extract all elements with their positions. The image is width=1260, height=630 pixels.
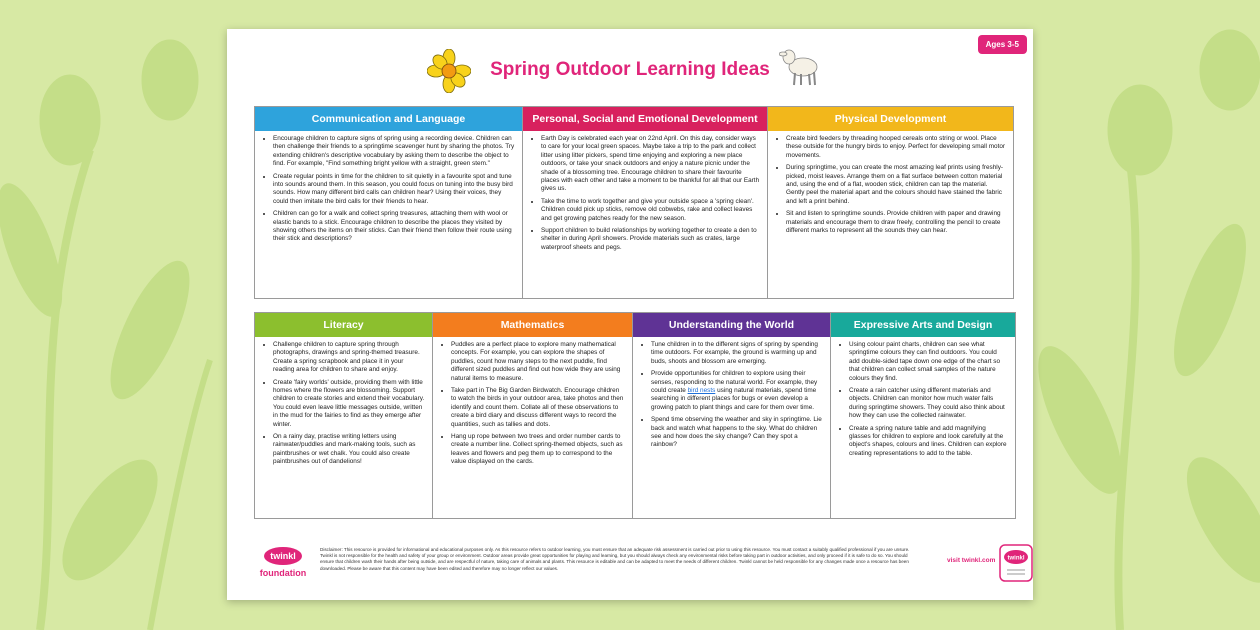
twinkl-foundation-logo: [257, 544, 313, 586]
section-heading: Literacy: [255, 313, 432, 337]
top-row: [254, 106, 1013, 299]
list-item: • Support children to build relationships by working together to create a den to shelter in during April showers. Provide materials such as crates, large waterproof sheets and pegs.: [541, 227, 761, 252]
lamb-icon: [779, 43, 819, 87]
list-item: [651, 370, 824, 412]
section-heading: Expressive Arts and Design: [831, 313, 1015, 337]
list-item: • Tune children in to the different signs of spring by spending time outdoors. For example, the ground is warming up and buds, shoots and blossom are emerging.: [651, 341, 824, 366]
section-heading: Understanding the World: [633, 313, 830, 337]
quality-badge-icon: [999, 544, 1033, 582]
list-item: • Sit and listen to springtime sounds. Provide children with paper and drawing materials and encourage them to draw freely, controlling the pencil to create different marks to represent all the sounds they can hear.: [786, 210, 1007, 235]
section-heading: Mathematics: [433, 313, 632, 337]
section-communication: [254, 106, 523, 299]
lesson-sheet: [227, 29, 1033, 600]
bottom-row: [254, 312, 1015, 519]
list-item: • Using colour paint charts, children can see what springtime colours they can find outdoors. You could add double-sided tape down one edge of the chart so that children can collect small samples of the nature colours they find.: [849, 341, 1009, 383]
svg-text:twinkl: twinkl: [270, 551, 296, 561]
footer: [257, 544, 1025, 589]
disclaimer-text: Disclaimer: This resource is provided for informational and educational purposes only. As this resource refers to outdoor learning, you must ensure that an adequate risk assessment is carried out prior to using this resource. You must contact a suitably qualified professional if you are unsure. Twinkl is not responsible for the health and safety of your group or environment. Outdoor areas provide great opportunities for playing and learning, but you should always check any environmental risks before taking part in outdoor activities, and only proceed if it is safe to do so. You should ensure that children wash their hands after being outside, and are respectful of nature, taking care of animals and plants. This resource is editable and can be adapted to meet the needs of different children. Twinkl cannot be held responsible for any changes made once a resource has been downloaded. Please be aware that this content may have been edited and therefore may no longer reflect our values.: [320, 547, 910, 571]
visit-link[interactable]: visit twinkl.com: [947, 557, 996, 564]
list-item: • Spend time observing the weather and sky in springtime. Lie back and watch what happens to the sky. What do children see and how does the sky change? Can they spot a rainbow?: [651, 416, 824, 450]
section-physical: [767, 106, 1014, 299]
list-item: • Earth Day is celebrated each year on 22nd April. On this day, consider ways to care for your local green spaces. Maybe take a trip to the park and collect litter using litter pickers, spend time enjoying and exploring a new place outdoors, or take your snack outdoors and enjoy a nature picnic under the shade of a blossoming tree. Encourage children to share their favourite places with each other and take a moment to be thankful for all that our Earth gives us.: [541, 135, 761, 194]
list-item: • Puddles are a perfect place to explore many mathematical concepts. For example, you can explore the shapes of puddles, count how many steps to the next puddle, find different sized puddles and find out how wide they are using natural items to measure.: [451, 341, 626, 383]
svg-text:foundation: foundation: [259, 568, 307, 578]
page-title: Spring Outdoor Learning Ideas: [490, 59, 770, 80]
section-personal-social: [522, 106, 768, 299]
bird-nests-link[interactable]: bird nests: [687, 387, 716, 395]
list-item: • Encourage children to capture signs of spring using a recording device. Children can then challenge their friends to a springtime scavenger hunt by sharing the photos. Try extending children's descriptive vocabulary by asking them to describe the object to find. For example, "Find something bright yellow with a straight, green stem.": [273, 135, 516, 169]
section-literacy: [254, 312, 433, 519]
section-expressive-arts: [830, 312, 1016, 519]
list-item: • Children can go for a walk and collect spring treasures, attaching them with wool or elastic bands to a stick. Encourage children to describe the places they visited by showing others the items on their sticks. Can their friend then follow their route using their stick and descriptions?: [273, 210, 516, 244]
list-item: • During springtime, you can create the most amazing leaf prints using freshly-picked, moist leaves. Arrange them on a flat surface between cotton material and, using the end of a flat, wooden stick, children can tap the material. Gently peel the material apart and the colours should have stained the fabric and left a print behind.: [786, 164, 1007, 206]
list-item: • Create regular points in time for the children to sit quietly in a favourite spot and tune into sounds around them. In this season, you could focus on tuning into the busy bird sounds. How many different bird calls can children hear? Using their voices, they could then imitate the bird calls for their friends to hear.: [273, 173, 516, 207]
section-heading: Personal, Social and Emotional Development: [523, 107, 767, 131]
list-item: • Take part in The Big Garden Birdwatch. Encourage children to watch the birds in your outdoor area, take photos and then identify and count them. Collate all of these observations to create a bird diary and discuss different ways to record the quantities, such as tallies and dots.: [451, 387, 626, 429]
list-item: • Create a spring nature table and add magnifying glasses for children to explore and look carefully at the object's shapes, colours and lines. Children can explore creating representations to add to the table.: [849, 425, 1009, 459]
svg-text:twinkl: twinkl: [1007, 555, 1025, 562]
list-item: • Create 'fairy worlds' outside, providing them with little homes where the flowers are blossoming. Support children to create stories and extend their vocabulary. You could even leave little messages outside, written in the mud for the fairies to find as they emerge after winter.: [273, 379, 426, 429]
list-item: • Create bird feeders by threading hooped cereals onto string or wool. Place these outside for the hungry birds to enjoy. Perfect for developing small motor movements.: [786, 135, 1007, 160]
list-item: • Create a rain catcher using different materials and objects. Children can monitor how much water falls during springtime showers. They could also think about how they can use the collected rainwater.: [849, 387, 1009, 421]
section-mathematics: [432, 312, 633, 519]
list-item: • Challenge children to capture spring through photographs, drawings and spring-themed treasure. Create a spring scrapbook and place it in your reading area for children to share and enjoy.: [273, 341, 426, 375]
section-heading: Communication and Language: [255, 107, 522, 131]
list-item: • Hang up rope between two trees and order number cards to create a number line. Collect spring-themed objects, such as leaves and flowers and peg them up to correspond to the value displayed on the cards.: [451, 433, 626, 467]
list-item: • Take the time to work together and give your outside space a 'spring clean'. Children could pick up sticks, remove old cobwebs, rake and collect leaves and get growing patches ready for the new season.: [541, 198, 761, 223]
section-understanding-world: [632, 312, 831, 519]
list-item-text: Provide opportunities for children to explore using their senses, responding to the natural world. For example, they could create bird nests using natural materials, spend time searching in different places for bugs or even develop a growing patch to plant things and care for them over time.: [651, 370, 818, 411]
list-item: • On a rainy day, practise writing letters using rainwater/puddles and mark-making tools, such as paintbrushes or wet chalk. You could also create paintbrushes out of dandelions!: [273, 433, 426, 467]
age-badge: Ages 3-5: [978, 35, 1027, 54]
section-heading: Physical Development: [768, 107, 1013, 131]
